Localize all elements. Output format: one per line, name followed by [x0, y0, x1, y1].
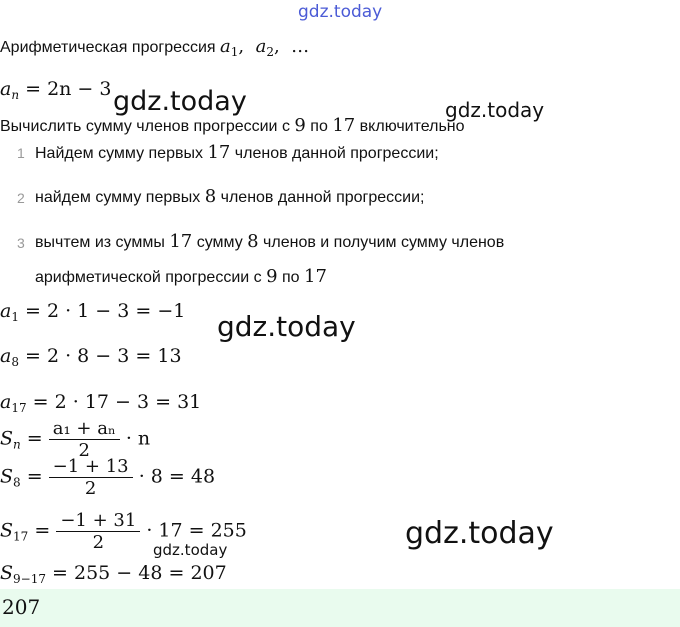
calc-s17: $S_{17}$ = $\frac{-1 + 31}{2}$ · 17 = 255 [0, 510, 247, 553]
step-number: 2 [17, 190, 25, 206]
intro-text: Арифметическая прогрессия [0, 39, 216, 56]
fraction: $\frac{\text{a₁ + aₙ}}{2}$ [49, 418, 120, 461]
formula-sn: $S_n$ = $\frac{\text{a₁ + aₙ}}{2}$ · n [0, 418, 151, 461]
problem-intro [0, 36, 309, 57]
watermark: gdz.today [405, 516, 554, 551]
watermark: gdz.today [445, 98, 545, 122]
step-number: 1 [17, 145, 25, 161]
watermark: gdz.today [217, 310, 356, 343]
step-text-continued: арифметической прогрессии с 9 по 17 [35, 266, 327, 287]
step-text: найдем сумму первых 8 членов данной прогрессии; [35, 186, 425, 207]
answer-box [0, 589, 680, 627]
task-statement: Вычислить сумму членов прогрессии с 9 по 17 включительно [0, 115, 465, 136]
calc-a17: $a_{17} = 2 \cdot 17 - 3 = 31$ [0, 391, 202, 415]
watermark: gdz.today [113, 86, 247, 117]
step-text: Найдем сумму первых 17 членов данной прогрессии; [35, 142, 439, 163]
answer-value: 207 [2, 595, 41, 619]
step-number: 3 [17, 235, 25, 251]
step-text: вычтем из суммы 17 сумму 8 членов и получим сумму членов [35, 231, 505, 252]
watermark: gdz.today [153, 541, 228, 559]
general-term-formula: $a_n = 2n - 3$ [0, 78, 112, 102]
sequence-terms: $a_1$, $a_2$, … [220, 36, 310, 59]
calc-a1: $a_1 = 2 \cdot 1 - 3 = -1$ [0, 300, 186, 324]
watermark-top: gdz.today [298, 2, 383, 22]
calc-a8: $a_8 = 2 \cdot 8 - 3 = 13$ [0, 345, 182, 369]
fraction: $\frac{-1 + 31}{2}$ [56, 510, 140, 553]
calc-s8: $S_8$ = $\frac{-1 + 13}{2}$ · 8 = 48 [0, 456, 216, 499]
fraction: $\frac{-1 + 13}{2}$ [49, 456, 133, 499]
calc-s9-17: $S_{9-17} = 255 - 48 = 207$ [0, 562, 227, 586]
